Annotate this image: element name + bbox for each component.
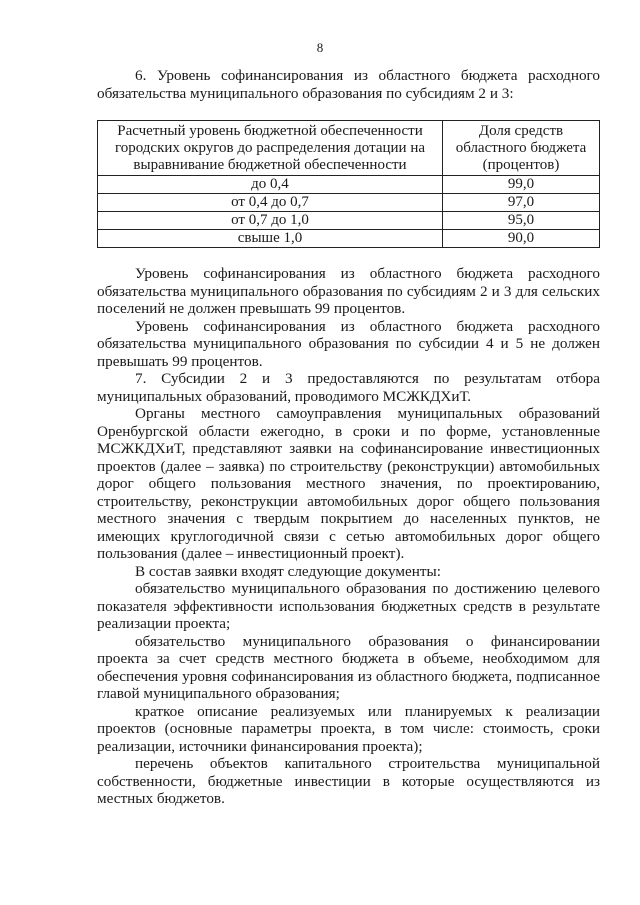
table-cell: от 0,4 до 0,7 (98, 194, 443, 212)
table-cell: 97,0 (443, 194, 600, 212)
body-text (97, 265, 600, 808)
table-row (98, 194, 600, 212)
table-cell: от 0,7 до 1,0 (98, 212, 443, 230)
paragraph: обязательство муниципального образования по достижению целевого показателя эффективности использования бюджетных средств в результате реализации проекта; (97, 580, 600, 632)
table-row (98, 212, 600, 230)
table-cell: 90,0 (443, 230, 600, 248)
table-cell: свыше 1,0 (98, 230, 443, 248)
intro-paragraph: 6. Уровень софинансирования из областного бюджета расходного обязательства муниципального образования по субсидиям 2 и 3: (97, 67, 600, 102)
paragraph: Уровень софинансирования из областного бюджета расходного обязательства муниципального образования по субсидии 4 и 5 не должен превышать 99 процентов. (97, 317, 600, 370)
table-cell: 95,0 (443, 212, 600, 230)
table-cell: до 0,4 (98, 176, 443, 194)
paragraph: Уровень софинансирования из областного бюджета расходного обязательства муниципального образования по субсидиям 2 и 3 для сельских поселений не должен превышать 99 процентов. (97, 265, 600, 317)
table-header-row (98, 121, 600, 176)
paragraph: краткое описание реализуемых или планируемых к реализации проектов (основные параметры проекта, в том числе: стоимость, сроки реализации, источники финансирования проекта); (97, 702, 600, 755)
paragraph: В состав заявки входят следующие документы: (135, 562, 441, 580)
page-number: 8 (316, 40, 324, 55)
table-row (98, 230, 600, 248)
paragraph: перечень объектов капитального строительства муниципальной собственности, бюджетные инвестиции в которые осуществляются из местных бюджетов. (97, 755, 600, 807)
paragraph: обязательство муниципального образования о финансировании проекта за счет средств местного бюджета в объеме, необходимом для обеспечения уровня софинансирования из областного бюджета, подписанное главой муниципального образования; (97, 632, 600, 702)
intro-section (97, 67, 600, 102)
table-row (98, 176, 600, 194)
table-header-cell: Расчетный уровень бюджетной обеспеченности городских округов до распределения дотации на выравнивание бюджетной обеспеченности (98, 121, 443, 176)
paragraph: Органы местного самоуправления муниципальных образований Оренбургской области ежегодно, в сроки и по форме, установленные МСЖКДХиТ, представляют заявки на софинансирование инвестиционных проектов (далее – заявка) по строительству (реконструкции) автомобильных дорог общего пользования местного значения, по проектированию, строительству, реконструкции автомобильных дорог общего пользования местного значения с твердым покрытием до населенных пунктов, не имеющих круглогодичной связи с сетью автомобильных дорог общего пользования (далее – инвестиционный проект). (97, 405, 600, 562)
cofinancing-table (97, 120, 600, 248)
table-cell: 99,0 (443, 176, 600, 194)
paragraph: 7. Субсидии 2 и 3 предоставляются по результатам отбора муниципальных образований, проводимого МСЖКДХиТ. (97, 370, 600, 405)
table-header-cell: Доля средств областного бюджета (процентов) (443, 121, 600, 176)
